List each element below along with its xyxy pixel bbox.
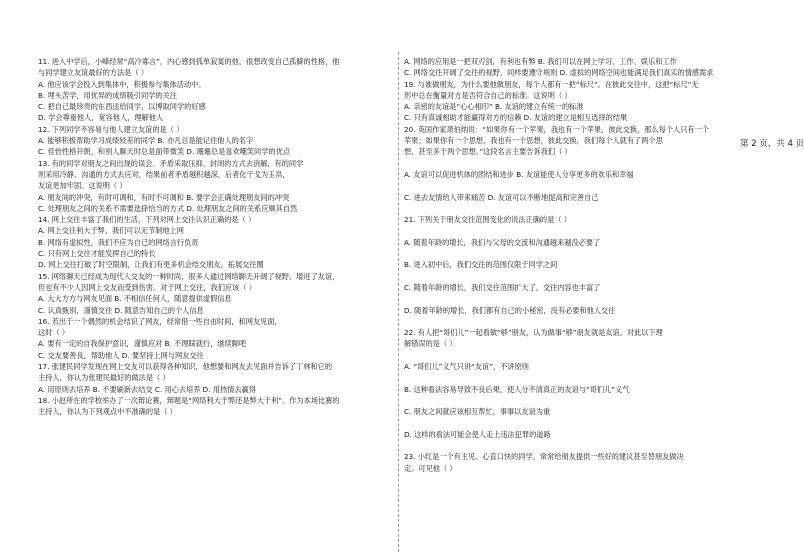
text-line: 23. 小红是一个有主见、心直口快的同学，常常给朋友提供一些好的建议甚至替朋友做决 <box>404 452 684 462</box>
text-line: C. 只有网上交往才能发挥自己的特长 <box>38 249 156 259</box>
text-line: A. 随着年龄的增长，我们与父母的交流和沟通越来越没必要了 <box>404 237 601 247</box>
text-line: C. 认真甄别，谨慎交往 D. 随意告知自己的个人信息 <box>38 305 204 315</box>
right-column <box>404 56 762 474</box>
text-line: 15. 网络聊天已经成为现代人交友的一种时尚，很多人通过网络聊天开阔了视野、增进了友谊， <box>38 271 340 281</box>
text-line: 20. 英国作家萧伯纳说：“如果你有一个苹果，我也有一个苹果，彼此交换，那么每个人只有一个 <box>404 124 709 134</box>
text-line: 苹果；如果你有一个思想，我也有一个思想，彼此交换，我们每个人就有了两个思 <box>404 136 663 146</box>
text-line: 11. 进入中学后，小峰经常“高冷寡言”，内心感到孤单寂寞的他，很想改变自己孤僻的性格，他 <box>38 57 340 66</box>
text-line <box>404 440 762 451</box>
page-number: 第 2 页，共 4 页 <box>740 139 804 149</box>
text-line: 13. 有的同学对朋友之间出现的误会、矛盾采取压抑、封闭的方式去消解，有的同学 <box>38 158 304 168</box>
text-line: A. 网络的应用是一把双刃剑，有利也有弊 B. 我们可以在网上学习、工作、娱乐和工作 <box>404 57 677 66</box>
text-line <box>404 158 762 169</box>
text-line: 则采用冷静、沟通的方式去应对，结果前者矛盾越积越深，后者化干戈为玉帛， <box>38 169 290 179</box>
text-line: 定。可见他（ ） <box>404 463 457 473</box>
text-line: 16. 若出于一个偶然的机会结识了网友，经常借一些自由时间，和网友见面， <box>38 316 282 326</box>
text-line: 友谊更加牢固。这说明（ ） <box>38 181 127 191</box>
text-line: C. 进去友情给人带来痛苦 D. 友谊可以不断地提高和完善自己 <box>404 192 599 202</box>
text-line: 主持人，你认为下列观点中不准确的是（ ） <box>38 407 177 417</box>
text-line <box>404 418 762 429</box>
text-line: A. 要有一定的自我保护意识，谨慎应对 B. 不理睬就行，继续聊吧 <box>38 339 247 349</box>
text-line: A. 能够积极帮助学习成绩较差的同学 B. 亦凡总是能记住他人的名字 <box>38 136 254 146</box>
text-line: C. 网络交往开阔了交往的视野，同样要遵守规则 D. 虚拟的网络空间也能满足我们真实的情感需求 <box>404 68 714 78</box>
text-line: C. 佳怡性格开朗，和别人聊天时总是面带微笑 D. 珊珊总是喜欢嘲笑同学的优点 <box>38 147 290 157</box>
text-line: C. 处理朋友之间的关系不需要选择恰当的方式 D. 处理朋友之间的关系应顺其自然 <box>38 203 298 213</box>
text-line <box>404 350 762 361</box>
text-line: B. 网络有虚拟性，我们不应为自己的网络言行负责 <box>38 237 199 247</box>
text-line: A. 友谊可以促进机体的团结和进步 B. 友谊能使人分享更多的欢乐和幸福 <box>404 169 634 179</box>
text-line <box>404 180 762 191</box>
text-line: 但也有不少人因网上交友而受到伤害。对于网上交往，我们应该（ ） <box>38 282 256 292</box>
text-line: A. 朋友间的冲突，有时可调和，有时不可调和 B. 要学会正确处理朋友间的冲突 <box>38 192 290 202</box>
text-line: 17. 张建民同学发现在网上交友可以获得各种知识，他想要和网友去见面并告诉了丁林和它的 <box>38 362 333 372</box>
text-line: 21. 下列关于朋友交往范围变化的说法正确的是（ ） <box>404 215 571 225</box>
text-line: B. 这种看法容易导致不良后果，使人分不清真正的友谊与“哥们儿”义气 <box>404 384 630 394</box>
text-line <box>404 225 762 236</box>
text-line: 想，甚至多于两个思想。”这段名言主要告诉我们（ ） <box>404 147 572 157</box>
text-line: A. 用原则去培养 B. 不要刷新去结交 C. 用心去培养 D. 用热情去赢得 <box>38 384 256 394</box>
text-line <box>404 271 762 282</box>
text-line: 这时（ ） <box>38 328 70 338</box>
text-line: D. 随着年龄的增长，我们都有自己的小秘密，没有必要和他人交往 <box>404 305 616 315</box>
text-line: B. 进入初中后，我们交往的范围仅限于同学之间 <box>404 260 558 270</box>
text-line: C. 把自己最珍贵的东西送给同学，以博取同学的好感 <box>38 102 206 112</box>
text-line: D. 网上交往打破了时空限制，让我们有更多机会结交朋友，拓展交往圈 <box>38 260 264 270</box>
text-line: C. 随着年龄的增长，我们交往范围扩大了，交往内容也丰富了 <box>404 282 601 292</box>
text-line: A. 网上交往利大于弊，我们可以无节制地上网 <box>38 226 184 236</box>
text-line: A. 亲密的友谊是“心心相印” B. 友谊的建立有统一的标准 <box>404 102 584 112</box>
text-line: 18. 小赵所在的学校举办了一次辩论赛，辩题是“网络利大于弊还是弊大于利”。作为本场比赛的 <box>38 395 340 405</box>
text-line: C. 朋友之间就应该相互帮忙，事事以友谊为重 <box>404 407 551 417</box>
text-line: B. 埋头苦学，用优异的成绩吸引同学的关注 <box>38 90 177 100</box>
text-line: 主持人，你认为张建民最好的做法是（ ） <box>38 373 170 383</box>
text-line: A. 大大方方与网友见面 B. 不相信任何人，随意提供虚假信息 <box>38 294 232 304</box>
text-line: D. 这样的看法可能会使人走上违法犯罪的道路 <box>404 429 551 439</box>
text-line <box>404 395 762 406</box>
text-line: C. 只有真诚相助才能赢得对方的信赖 D. 友谊的建立是相互选择的结果 <box>404 113 628 123</box>
text-line <box>404 316 762 327</box>
text-line: 22. 有人把“哥们儿”一起看做“够”朋友，认为做事“够”朋友就是友谊。对此以下理 <box>404 328 663 338</box>
text-line: 与同学建立友谊最好的方法是（ ） <box>38 68 149 78</box>
text-line: 14. 网上交往丰富了我们的生活，下列对网上交往认识正确的是（ ） <box>38 215 256 225</box>
text-line <box>404 293 762 304</box>
text-line <box>404 372 762 383</box>
text-line <box>404 203 762 214</box>
text-line: 12. 下列同学不容易与他人建立友谊的是（ ） <box>38 124 184 134</box>
text-line: 形中总在衡量对方是否符合自己的标准。这说明（ ） <box>404 90 572 100</box>
text-line <box>404 248 762 259</box>
text-line: C. 交友要善良，帮助他人 D. 要坚持上网与网友交往 <box>38 350 204 360</box>
left-column <box>38 56 395 418</box>
text-line: A. “哥们儿”义气只讲“友谊”，不讲原则 <box>404 362 529 372</box>
text-line: D. 学会尊重他人，宽容他人，理解他人 <box>38 113 164 123</box>
text-line: 19. 与谁做朋友，为什么要他做朋友，每个人都有一把“标尺”。在彼此交往中，这把“标尺”无 <box>404 79 699 89</box>
column-divider <box>398 52 399 552</box>
text-line: 解错误的是（ ） <box>404 339 457 349</box>
text-line: A. 他应该学会投入到集体中，积极参与集体活动中。 <box>38 79 206 89</box>
